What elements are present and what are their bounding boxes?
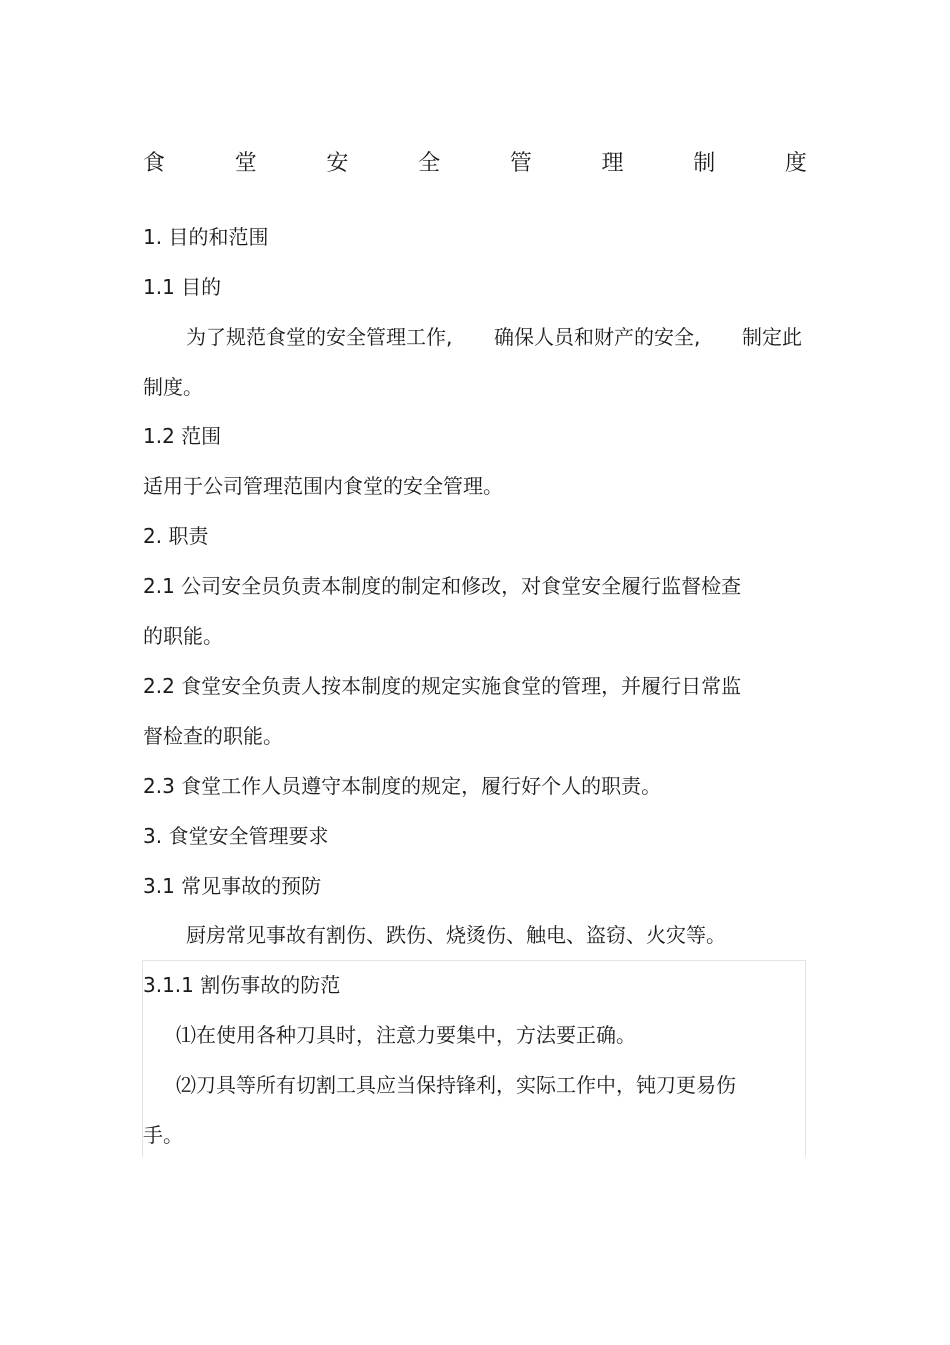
section-heading-1-2: 1.2 范围 [143, 424, 222, 448]
list-item-2-continued: 手。 [143, 1123, 183, 1147]
paragraph-segment: 确保人员和财产的安全, [494, 325, 701, 349]
title-char: 管 [509, 151, 532, 176]
paragraph-scope: 适用于公司管理范围内食堂的安全管理。 [143, 474, 503, 498]
title-char: 安 [326, 151, 349, 176]
title-char: 制 [693, 151, 716, 176]
paragraph-purpose-continued: 制度。 [143, 375, 203, 399]
paragraph-segment: 制定此 [742, 325, 802, 349]
section-heading-2-2: 2.2 食堂安全负责人按本制度的规定实施食堂的管理，并履行日常监 [143, 674, 742, 698]
document-title [143, 146, 807, 182]
section-heading-3: 3. 食堂安全管理要求 [143, 824, 329, 848]
section-heading-1: 1. 目的和范围 [143, 225, 269, 249]
section-2-2-continued: 督检查的职能。 [143, 724, 283, 748]
section-heading-2-1: 2.1 公司安全员负责本制度的制定和修改，对食堂安全履行监督检查 [143, 574, 742, 598]
paragraph-common-accidents: 厨房常见事故有割伤、跌伤、烧烫伤、触电、盗窃、火灾等。 [186, 923, 726, 947]
paragraph-segment: 为了规范食堂的安全管理工作, [186, 325, 453, 349]
section-2-1-continued: 的职能。 [143, 624, 223, 648]
title-char: 堂 [234, 151, 257, 176]
section-heading-1-1: 1.1 目的 [143, 275, 222, 299]
title-char: 食 [143, 151, 166, 176]
title-char: 全 [418, 151, 441, 176]
list-item-1: ⑴在使用各种刀具时，注意力要集中，方法要正确。 [176, 1023, 636, 1047]
title-char: 理 [601, 151, 624, 176]
section-heading-3-1-1: 3.1.1 割伤事故的防范 [143, 973, 341, 997]
paragraph-purpose [186, 322, 802, 352]
section-heading-2-3: 2.3 食堂工作人员遵守本制度的规定，履行好个人的职责。 [143, 774, 662, 798]
title-char: 度 [784, 151, 807, 176]
list-item-2: ⑵刀具等所有切割工具应当保持锋利，实际工作中，钝刀更易伤 [176, 1073, 736, 1097]
section-heading-3-1: 3.1 常见事故的预防 [143, 874, 322, 898]
section-heading-2: 2. 职责 [143, 524, 209, 548]
